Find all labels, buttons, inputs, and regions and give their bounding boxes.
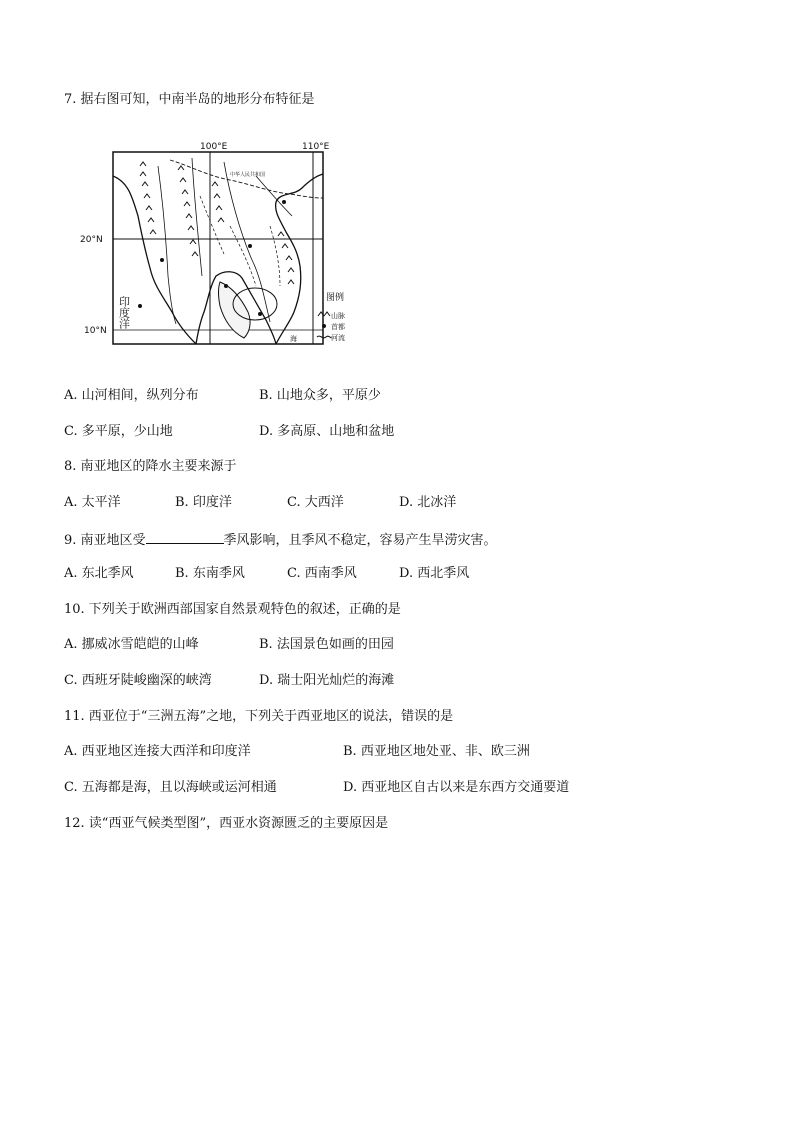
country-borders [200, 196, 280, 286]
question-11-stem: 11. 西亚位于“三洲五海”之地，下列关于西亚地区的说法，错误的是 [64, 709, 454, 724]
capital-marker [160, 258, 164, 262]
legend-mountain-label: 山脉 [331, 312, 345, 320]
q10-option-b: B. 法国景色如画的田园 [259, 637, 394, 652]
q7-option-c: C. 多平原，少山地 [64, 424, 173, 439]
capital-marker [282, 200, 286, 204]
sea-label: 海 [290, 335, 297, 343]
q9-stem-before: 9. 南亚地区受 [64, 533, 146, 548]
q9-answer-blank [146, 530, 224, 544]
q10-option-c: C. 西班牙陡峻幽深的峡湾 [64, 673, 212, 688]
question-12-stem: 12. 读“西亚气候类型图”，西亚水资源匮乏的主要原因是 [64, 816, 389, 831]
q11-option-d: D. 西亚地区自古以来是东西方交通要道 [343, 780, 570, 795]
q11-option-c: C. 五海都是海，且以海峡或运河相通 [64, 780, 277, 795]
lon-label-100e: 100°E [200, 142, 228, 152]
q7-option-a: A. 山河相间，纵列分布 [64, 388, 199, 403]
legend-river-icon [317, 336, 331, 338]
question-8-stem: 8. 南亚地区的降水主要来源于 [64, 459, 237, 474]
q8-option-d: D. 北冰洋 [399, 495, 457, 510]
q9-option-d: D. 西北季风 [399, 566, 470, 581]
capital-marker [258, 312, 262, 316]
q10-option-a: A. 挪威冰雪皑皑的山峰 [64, 637, 199, 652]
mountain-ranges [140, 162, 294, 284]
lat-label-20n: 20°N [80, 235, 103, 245]
q11-option-b: B. 西亚地区地处亚、非、欧三洲 [343, 744, 530, 759]
q11-option-a: A. 西亚地区连接大西洋和印度洋 [64, 744, 251, 759]
capital-marker [224, 284, 228, 288]
question-10-stem: 10. 下列关于欧洲西部国家自然景观特色的叙述，正确的是 [64, 602, 401, 617]
legend-title: 图例 [326, 293, 345, 303]
capital-marker [248, 244, 252, 248]
legend-capital-label: 首都 [331, 323, 345, 331]
river-irrawaddy [158, 166, 176, 324]
ocean-label: 印度洋 [117, 296, 131, 329]
map-legend [317, 291, 345, 342]
q9-option-b: B. 东南季风 [175, 566, 245, 581]
q8-option-b: B. 印度洋 [175, 495, 232, 510]
question-7-stem: 7. 据右图可知，中南半岛的地形分布特征是 [64, 92, 315, 107]
legend-mountain-icon [318, 312, 330, 316]
capital-marker [138, 304, 142, 308]
lon-label-110e: 110°E [302, 142, 330, 152]
lat-label-10n: 10°N [84, 326, 107, 336]
legend-capital-icon [322, 324, 326, 328]
country-label: 中华人民共和国 [230, 172, 266, 178]
q8-option-c: C. 大西洋 [287, 495, 344, 510]
q8-option-a: A. 太平洋 [64, 495, 121, 510]
q9-option-c: C. 西南季风 [287, 566, 357, 581]
q9-option-a: A. 东北季风 [64, 566, 134, 581]
q9-stem-after: 季风影响，且季风不稳定，容易产生旱涝灾害。 [223, 533, 497, 548]
river-red [256, 176, 292, 216]
q7-option-b: B. 山地众多，平原少 [259, 388, 381, 403]
legend-river-label: 河流 [331, 334, 345, 342]
indochina-peninsula-map [80, 136, 345, 354]
river-salween [192, 158, 202, 276]
q10-option-d: D. 瑞士阳光灿烂的海滩 [259, 673, 395, 688]
q7-option-d: D. 多高原、山地和盆地 [259, 424, 395, 439]
question-9-stem [64, 530, 497, 550]
